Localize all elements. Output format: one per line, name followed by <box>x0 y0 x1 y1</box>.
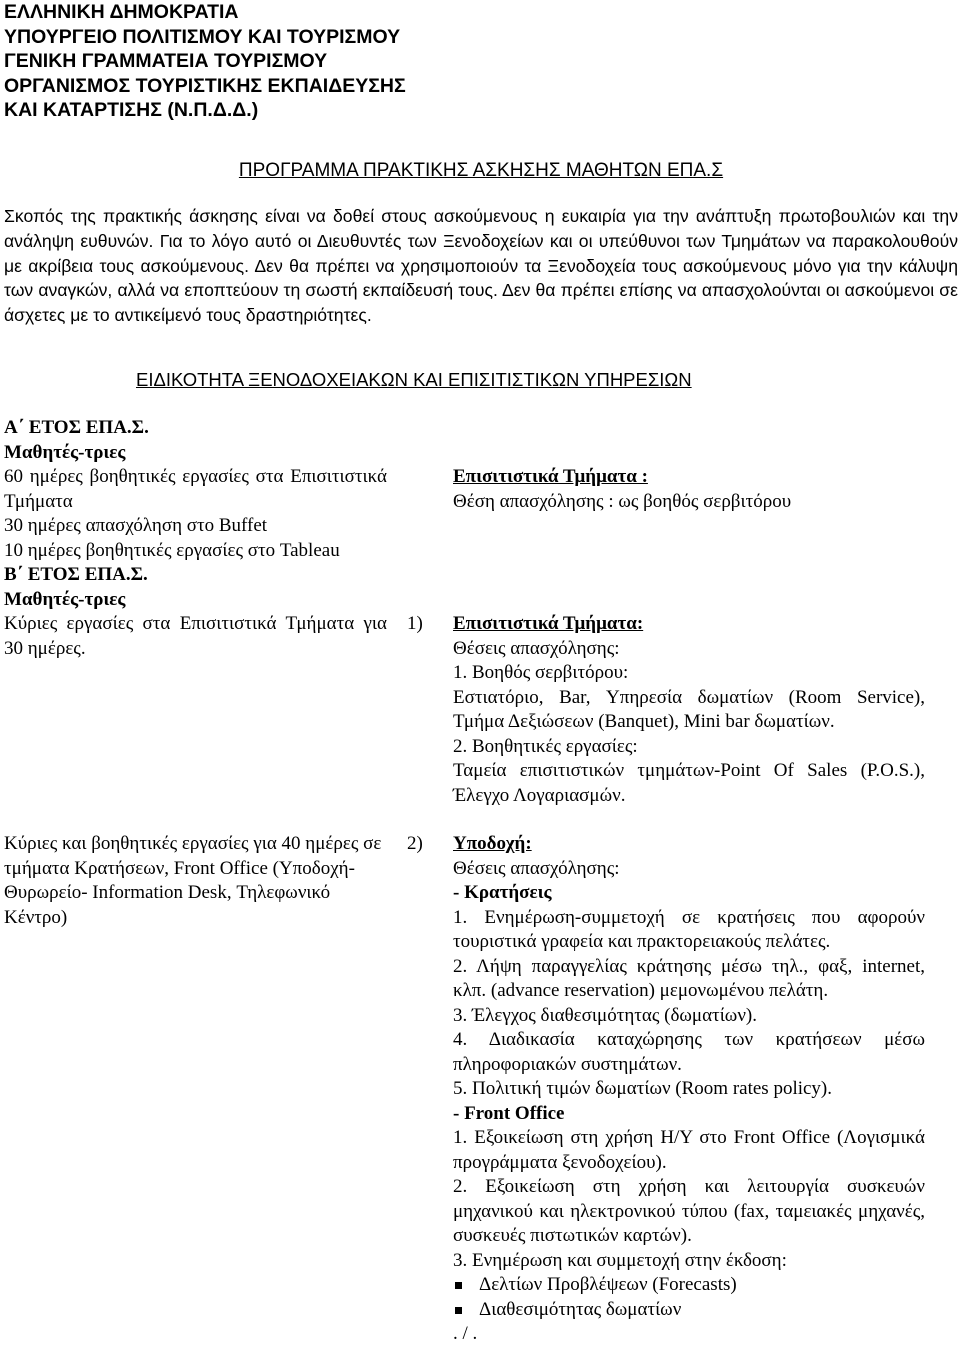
block1-heading: Επισιτιστικά Τμήματα: <box>453 613 644 634</box>
bullet-text: Διαθεσιμότητας δωματίων <box>479 1298 682 1320</box>
document-title: ΠΡΟΓΡΑΜΜΑ ΠΡΑΚΤΙΚΗΣ ΑΣΚΗΣΗΣ ΜΑΘΗΤΩΝ ΕΠΑ.Σ <box>238 160 724 181</box>
block1-item2-title: 2. Βοηθητικές εργασίες: <box>453 735 638 757</box>
year-b-students: Μαθητές-τριες <box>4 588 126 610</box>
reservation-item: 4. Διαδικασία καταχώρησης των κρατήσεων μέσω πληροφοριακών συστημάτων. <box>453 1029 925 1075</box>
block1-item1-text: Εστιατόριο, Bar, Υπηρεσία δωματίων (Room Service), Τμήμα Δεξιώσεων (Banquet), Mini bar δωματίων. <box>453 686 925 732</box>
reservations-title: - Κρατήσεις <box>453 882 552 903</box>
reservation-item: 3. Έλεγχος διαθεσιμότητας (δωματίων). <box>453 1004 757 1026</box>
year-b-block1-left: Κύριες εργασίες στα Επισιτιστικά Τμήματα για 30 ημέρες. <box>4 613 387 659</box>
reservation-item: 5. Πολιτική τιμών δωματίων (Room rates policy). <box>453 1078 833 1099</box>
year-a-right-heading: Επισιτιστικά Τμήματα : <box>453 466 648 487</box>
front-office-item: 2. Εξοικείωση στη χρήση και λειτουργία συσκευών μηχανικού και ηλεκτρονικού τύπου (fax, ταμειακές μηχανές, συσκευές πιστωτικών καρτών). <box>453 1176 925 1246</box>
header-line: ΥΠΟΥΡΓΕΙΟ ΠΟΛΙΤΙΣΜΟΥ ΚΑΙ ΤΟΥΡΙΣΜΟΥ <box>4 25 401 48</box>
year-b-block2-left: Κύριες και βοηθητικές εργασίες για 40 ημέρες σε τμήματα Κρατήσεων, Front Office (Υποδοχή-Θυρωρείο- Information Desk, Τηλεφωνικό Κέντρο) <box>4 833 382 928</box>
reservation-item: 1. Ενημέρωση-συμμετοχή σε κρατήσεις που αφορούν τουριστικά γραφεία και πρακτορειακούς πελάτες. <box>453 906 925 952</box>
front-office-item: 3. Ενημέρωση και συμμετοχή στην έκδοση: <box>453 1249 787 1271</box>
block1-number: 1) <box>407 613 423 634</box>
year-a-left <box>4 416 387 661</box>
square-bullet-icon <box>455 1282 462 1289</box>
header-line: ΕΛΛΗΝΙΚΗ ΔΗΜΟΚΡΑΤΙΑ <box>4 1 239 23</box>
block1-item2-text: Ταμεία επισιτιστικών τμημάτων-Point Of Sales (P.O.S.), Έλεγχο Λογαριασμών. <box>453 760 925 806</box>
block2-positions: Θέσεις απασχόλησης: <box>453 857 620 879</box>
bullet-list <box>453 1273 925 1322</box>
header-line: ΚΑΙ ΚΑΤΑΡΤΙΣΗΣ (Ν.Π.Δ.Δ.) <box>4 99 259 122</box>
year-a-duty: 30 ημέρες απασχόληση στο Buffet <box>4 515 268 536</box>
block1-item1-title: 1. Βοηθός σερβιτόρου: <box>453 662 629 683</box>
year-a-heading: Α΄ ΕΤΟΣ ΕΠΑ.Σ. <box>4 417 149 438</box>
header-line: ΟΡΓΑΝΙΣΜΟΣ ΤΟΥΡΙΣΤΙΚΗΣ ΕΚΠΑΙΔΕΥΣΗΣ <box>4 74 406 97</box>
continuation-mark: . / . <box>453 1323 478 1344</box>
header-line: ΓΕΝΙΚΗ ΓΡΑΜΜΑΤΕΙΑ ΤΟΥΡΙΣΜΟΥ <box>4 50 328 73</box>
bullet-text: Δελτίων Προβλέψεων (Forecasts) <box>479 1274 737 1295</box>
bullet-item <box>453 1273 925 1298</box>
year-b-block2-right <box>453 832 925 1347</box>
intro-paragraph: Σκοπός της πρακτικής άσκησης είναι να δοθεί στους ασκούμενους η ευκαιρία για την ανάπτυξη πρωτοβουλιών και την ανάληψη ευθυνών. Για το λόγο αυτό οι Διευθυντές των Ξενοδοχείων και οι υπεύθυνοι των Τμημάτων να παρακολουθούν με ακρίβεια τους ασκούμενους. Δεν θα πρέπει να χρησιμοποιούν τα Ξενοδοχεία τους ασκούμενους μόνο για την κάλυψη των αναγκών, αλλά να εποπτεύουν τη σωστή εκπαίδευσή τους. Δεν θα πρέπει επίσης να απασχολούνται οι ασκούμενοι σε άσχετες με το αντικείμενό τους δραστηριότητες. <box>4 206 958 326</box>
specialty-heading: ΕΙΔΙΚΟΤΗΤΑ ΞΕΝΟΔΟΧΕΙΑΚΩΝ ΚΑΙ ΕΠΙΣΙΤΙΣΤΙΚΩΝ ΥΠΗΡΕΣΙΩΝ <box>136 369 692 390</box>
year-a-students: Μαθητές-τριες <box>4 441 126 463</box>
ministry-header <box>4 0 406 123</box>
block2-heading: Υποδοχή: <box>453 833 532 854</box>
front-office-title: - Front Office <box>453 1102 565 1124</box>
year-b-heading: Β΄ ΕΤΟΣ ΕΠΑ.Σ. <box>4 564 148 585</box>
reservation-item: 2. Λήψη παραγγελίας κράτησης μέσω τηλ., φαξ, internet, κλπ. (advance reservation) μεμονωμένου πελάτη. <box>453 955 925 1001</box>
block2-number: 2) <box>407 833 423 854</box>
bullet-item <box>453 1298 925 1323</box>
square-bullet-icon <box>455 1307 462 1314</box>
year-a-right <box>453 465 925 514</box>
year-b-block1-right <box>453 612 925 808</box>
year-a-right-position: Θέση απασχόλησης : ως βοηθός σερβιτόρου <box>453 490 792 512</box>
year-a-duty: 60 ημέρες βοηθητικές εργασίες στα Επισιτιστικά Τμήματα <box>4 466 387 512</box>
block1-positions: Θέσεις απασχόλησης: <box>453 637 620 659</box>
front-office-item: 1. Εξοικείωση στη χρήση Η/Υ στο Front Office (Λογισμικά προγράμματα ξενοδοχείου). <box>453 1127 925 1173</box>
year-a-duty: 10 ημέρες βοηθητικές εργασίες στο Tableau <box>4 539 340 561</box>
